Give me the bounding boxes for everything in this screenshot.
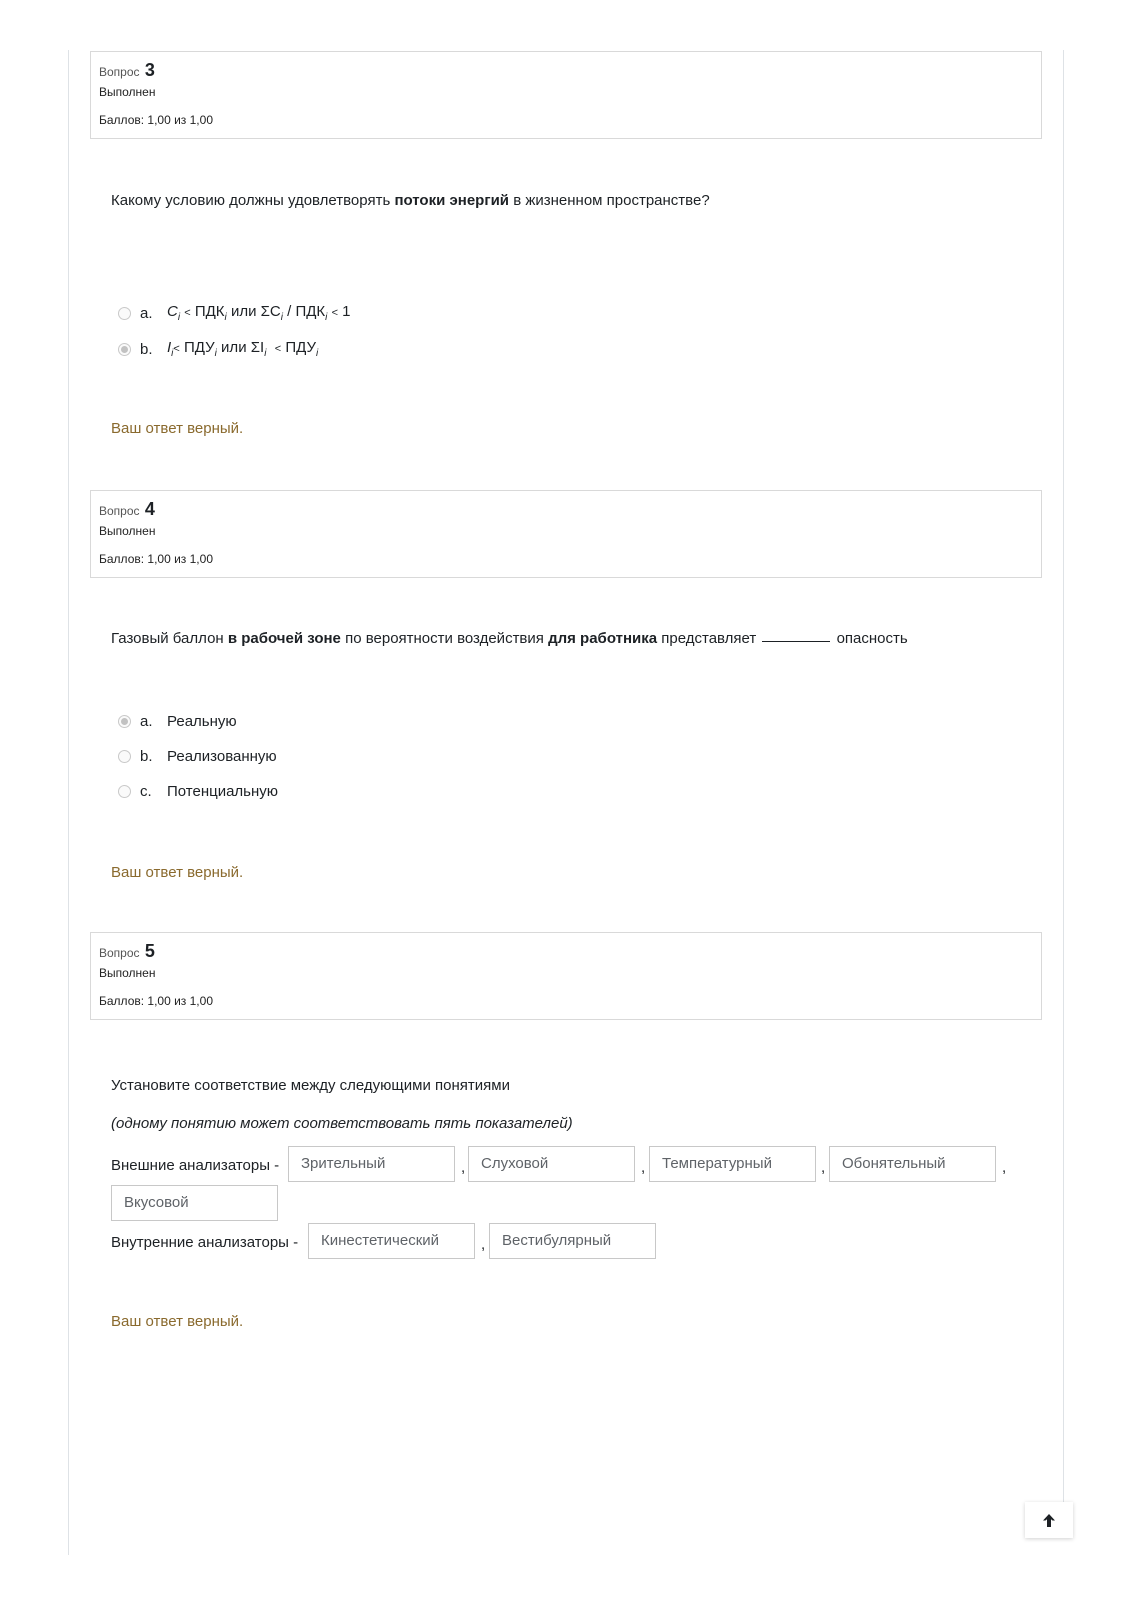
back-to-top-button[interactable] bbox=[1025, 1502, 1073, 1538]
question-grade: Баллов: 1,00 из 1,00 bbox=[99, 994, 213, 1008]
page-border-left bbox=[68, 50, 69, 1555]
option-text: $C_i < ПДК_i$ или $\Sigma C_i / ПДК_i < 1$ bbox=[167, 303, 351, 323]
page-border-right bbox=[1063, 50, 1064, 1510]
question-text-5: Установите соответствие между следующими понятиями bbox=[111, 1077, 510, 1094]
option-letter: a. bbox=[140, 304, 153, 322]
radio-button-selected[interactable] bbox=[118, 715, 131, 728]
radio-button[interactable] bbox=[118, 307, 131, 320]
question-number: 4 bbox=[144, 499, 155, 519]
option-text: Реализованную bbox=[167, 747, 277, 765]
option-letter: a. bbox=[140, 712, 153, 730]
separator: , bbox=[481, 1236, 486, 1253]
question-number: 3 bbox=[144, 60, 155, 80]
separator: , bbox=[821, 1159, 826, 1176]
radio-button[interactable] bbox=[118, 785, 131, 798]
answer-option-b[interactable] bbox=[118, 745, 277, 767]
question-info-4 bbox=[90, 490, 1042, 578]
answer-blank-2[interactable]: Слуховой bbox=[468, 1146, 635, 1182]
question-label: Вопрос bbox=[99, 65, 140, 79]
feedback-correct: Ваш ответ верный. bbox=[111, 864, 244, 881]
answer-blank-5[interactable]: Вкусовой bbox=[111, 1185, 278, 1221]
option-text: Реальную bbox=[167, 712, 237, 730]
answer-blank-7[interactable]: Вестибулярный bbox=[489, 1223, 656, 1259]
option-letter: b. bbox=[140, 340, 153, 358]
option-text: Потенциальную bbox=[167, 782, 279, 800]
external-analyzers-label: Внешние анализаторы - bbox=[111, 1157, 280, 1174]
question-label: Вопрос bbox=[99, 504, 140, 518]
internal-analyzers-label: Внутренние анализаторы - bbox=[111, 1234, 299, 1251]
feedback-correct: Ваш ответ верный. bbox=[111, 1313, 244, 1330]
option-letter: b. bbox=[140, 747, 153, 765]
option-letter: c. bbox=[140, 782, 152, 800]
question-info-5 bbox=[90, 932, 1042, 1020]
question-label: Вопрос bbox=[99, 946, 140, 960]
question-text-4: Газовый баллон в рабочей зоне по вероятности воздействия для работника представляет опасность bbox=[111, 630, 908, 647]
answer-blank-4[interactable]: Обонятельный bbox=[829, 1146, 996, 1182]
answer-blank-1[interactable]: Зрительный bbox=[288, 1146, 455, 1182]
radio-button[interactable] bbox=[118, 750, 131, 763]
answer-option-c[interactable] bbox=[118, 780, 278, 802]
option-text: $I_i< ПДУ_i$ или $\Sigma I_i < ПДУ_i$ bbox=[167, 339, 319, 359]
question-info-3 bbox=[90, 51, 1042, 139]
question-grade: Баллов: 1,00 из 1,00 bbox=[99, 552, 213, 566]
answer-option-a[interactable] bbox=[118, 710, 237, 732]
answer-option-b[interactable] bbox=[118, 338, 318, 360]
answer-blank-6[interactable]: Кинестетический bbox=[308, 1223, 475, 1259]
question-note: (одному понятию может соответствовать пять показателей) bbox=[111, 1115, 573, 1132]
separator: , bbox=[1002, 1159, 1007, 1176]
question-grade: Баллов: 1,00 из 1,00 bbox=[99, 113, 213, 127]
separator: , bbox=[461, 1159, 466, 1176]
question-state: Выполнен bbox=[99, 524, 156, 538]
answer-blank-3[interactable]: Температурный bbox=[649, 1146, 816, 1182]
radio-button-selected[interactable] bbox=[118, 343, 131, 356]
question-state: Выполнен bbox=[99, 85, 156, 99]
question-text-3: Какому условию должны удовлетворять потоки энергий в жизненном пространстве? bbox=[111, 192, 710, 209]
answer-option-a[interactable] bbox=[118, 302, 351, 324]
separator: , bbox=[641, 1159, 646, 1176]
question-state: Выполнен bbox=[99, 966, 156, 980]
feedback-correct: Ваш ответ верный. bbox=[111, 420, 244, 437]
arrow-up-icon bbox=[1042, 1513, 1056, 1528]
fill-blank-line bbox=[762, 641, 830, 642]
question-number: 5 bbox=[144, 941, 155, 961]
